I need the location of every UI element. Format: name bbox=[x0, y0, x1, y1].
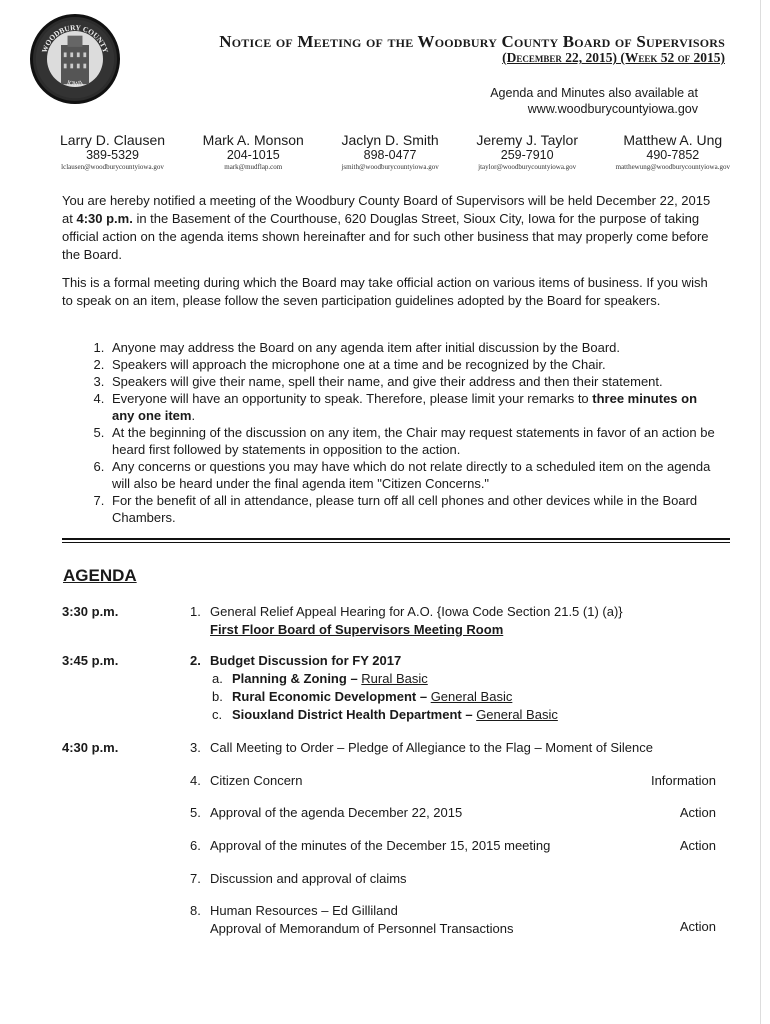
guideline-item: 5. At the beginning of the discussion on any item, the Chair may request statements in favor of an action be heard first followed by statements in opposition to the action. bbox=[108, 424, 722, 458]
guideline-item: 6. Any concerns or questions you may have which do not relate directly to a scheduled item on the agenda will also be heard under the final agenda item "Citizen Concerns." bbox=[108, 458, 722, 492]
member-name: Larry D. Clausen bbox=[60, 132, 166, 148]
guideline-item: 7. For the benefit of all in attendance, please turn off all cell phones and other devices while in the Board Chambers. bbox=[108, 492, 722, 526]
notice-title: Notice of Meeting of the Woodbury County Board of Supervisors bbox=[219, 32, 725, 51]
svg-text:IOWA: IOWA bbox=[66, 79, 84, 88]
board-members bbox=[60, 132, 730, 171]
guideline-item: 3. Speakers will give their name, spell their name, and give their address and then their statement. bbox=[108, 373, 722, 390]
member-email[interactable]: jsmith@woodburycountyiowa.gov bbox=[341, 163, 439, 171]
section-divider bbox=[62, 542, 730, 543]
member-name: Jeremy J. Taylor bbox=[476, 132, 578, 148]
member-3 bbox=[341, 132, 438, 171]
formal-meeting-paragraph: This is a formal meeting during which the Board may take official action on various items of business. If you wish to speak on an item, please follow the seven participation guidelines adopted by the Board for speakers. bbox=[62, 275, 708, 308]
agenda-location: First Floor Board of Supervisors Meeting Room bbox=[210, 622, 504, 637]
member-4 bbox=[476, 132, 578, 171]
guideline-item: 1. Anyone may address the Board on any agenda item after initial discussion by the Board. bbox=[108, 339, 722, 356]
agenda-action: Action bbox=[679, 805, 716, 820]
member-name: Matthew A. Ung bbox=[623, 132, 723, 148]
agenda-time: 3:45 p.m. bbox=[62, 653, 119, 668]
member-name: Mark A. Monson bbox=[202, 132, 304, 148]
member-phone: 490-7852 bbox=[646, 148, 700, 162]
member-email[interactable]: mark@mudflap.com bbox=[224, 163, 283, 171]
guideline-item: 2. Speakers will approach the microphone one at a time and be recognized by the Chair. bbox=[108, 356, 722, 373]
participation-guidelines bbox=[62, 339, 722, 526]
agenda-time: 4:30 p.m. bbox=[62, 740, 119, 755]
agenda-heading: AGENDA bbox=[63, 566, 137, 585]
member-2 bbox=[203, 132, 304, 171]
member-phone: 259-7910 bbox=[500, 148, 554, 162]
meeting-time: 4:30 p.m. bbox=[76, 211, 133, 226]
member-phone: 389-5329 bbox=[86, 148, 139, 162]
agenda-subitem: c. Siouxland District Health Department – General Basic bbox=[212, 707, 558, 722]
agenda-action: Action bbox=[679, 838, 716, 853]
availability-line: Agenda and Minutes also available at bbox=[490, 86, 698, 100]
page-edge bbox=[760, 0, 761, 1024]
agenda-time: 3:30 p.m. bbox=[62, 604, 119, 619]
member-5 bbox=[616, 132, 730, 171]
meeting-notice-paragraph: You are hereby notified a meeting of the Woodbury County Board of Supervisors will be held December 22, 2015 at 4:30 p.m. in the Basement of the Courthouse, 620 Douglas Street, Sioux City, Iowa for the purpose of taking official action on the agenda items shown hereinafter and for such other business that may properly come before the Board. bbox=[62, 193, 711, 262]
member-name: Jaclyn D. Smith bbox=[341, 132, 439, 148]
member-phone: 204-1015 bbox=[226, 148, 280, 162]
agenda-subitem: a. Planning & Zoning – Rural Basic bbox=[212, 671, 428, 686]
member-1 bbox=[60, 132, 165, 171]
website-link[interactable]: www.woodburycountyiowa.gov bbox=[527, 102, 698, 116]
member-email[interactable]: matthewung@woodburycountyiowa.gov bbox=[615, 163, 730, 171]
member-email[interactable]: lclausen@woodburycountyiowa.gov bbox=[61, 163, 164, 171]
member-phone: 898-0477 bbox=[363, 148, 417, 162]
member-email[interactable]: jtaylor@woodburycountyiowa.gov bbox=[478, 163, 577, 171]
agenda-subitem: b. Rural Economic Development – General Basic bbox=[212, 689, 513, 704]
agenda-action: Information bbox=[650, 773, 716, 788]
agenda-action: Action bbox=[679, 919, 716, 934]
svg-text:WOODBURY COUNTY: WOODBURY COUNTY bbox=[39, 22, 111, 54]
notice-subtitle: (December 22, 2015) (Week 52 of 2015) bbox=[502, 50, 725, 65]
section-divider bbox=[62, 538, 730, 540]
guideline-item: 4. Everyone will have an opportunity to speak. Therefore, please limit your remarks to three minutes on any one item. bbox=[108, 390, 722, 424]
availability-note bbox=[490, 85, 698, 117]
county-seal-icon bbox=[30, 14, 120, 104]
